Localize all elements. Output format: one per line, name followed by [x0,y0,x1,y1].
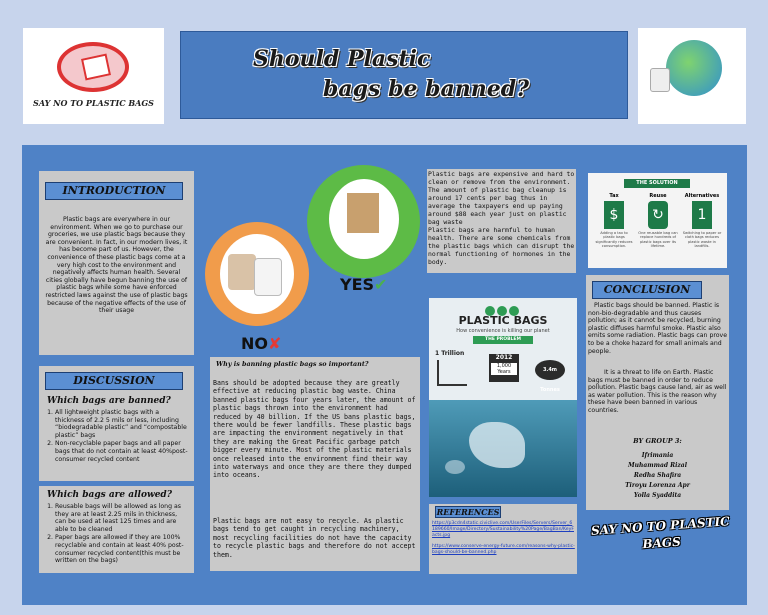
banned-item: 2. Non-recyclable paper bags and all paper bags that do not contain at least 40%post-consumer recycled content [55,440,189,463]
plastic-bag-icon [650,68,670,92]
why-ban-title: Why is banning plastic bags so important? [216,360,369,368]
dollar-icon: $ [604,201,624,229]
stat-trillion-bar [437,360,467,386]
paper-bag-icon [329,179,399,259]
conclusion-section [586,275,729,433]
reference-link[interactable]: https://p3cdn4static.civiclive.com/UserFiles/Servers/Server_6189660/Image/Directory/Sustainability%20Page/BagBan/KeyFacts.jpg [432,521,574,538]
banned-list [43,409,189,464]
group-member: Redha Shafira [633,472,682,479]
solution-col-alternatives [682,193,722,249]
cost-health-section [427,169,576,273]
solution-tax-label: Tax [609,193,619,199]
references-section [429,504,577,574]
conclusion-body-1: Plastic bags should be banned. Plastic is non-bio-degradable and thus causes pollution; as it cannot be recycled, burning plastic diffuses harmful smoke. Plastic also emits some radiation. Plastic bags can prove to be a choke hazard for small animals and people. [588,302,728,355]
solution-reuse-label: Reuse [649,193,667,199]
solution-banner: THE SOLUTION [624,179,690,188]
stat-tonnes: 3.4m Tonnes [535,360,565,380]
title-banner [180,31,628,119]
logo-caption: SAY NO TO PLASTIC BAGS [33,98,154,108]
check-icon: ✔ [374,275,388,294]
why-ban-section [210,357,420,571]
banned-item: 1. All lightweight plastic bags with a thickness of 2.2 5 mils or less, including “biodegradable plastic” and “compostable plastic” bags [55,409,189,439]
alternative-bag-icon: 1 [692,201,712,229]
no-plastic-logo [57,42,129,92]
references-heading: REFERENCES [436,507,500,517]
cross-icon: ✘ [268,334,282,353]
stat-trillion: 1 Trillion [435,350,465,357]
earth-image-box [638,28,746,124]
solution-infographic [588,173,727,268]
introduction-heading: INTRODUCTION [45,182,183,200]
yes-paper-bag-image [307,165,420,278]
bag-icon [81,54,111,81]
discussion-heading: DISCUSSION [45,372,183,390]
allowed-title: Which bags are allowed? [47,490,172,500]
solution-tax-text: Adding a tax to plastic bags significantly reduces consumption. [595,231,633,249]
conclusion-body-2: It is a threat to life on Earth. Plastic bags must be banned in order to reduce pollution. Plastic bags cause land, air as well as water pollution. This is the reason why these have been banned in various countries. [588,369,727,414]
solution-reuse-text: One reusable bag can replace hundreds of plastic bags over its lifetime. [638,231,678,249]
introduction-section [39,171,194,355]
solution-col-tax [594,193,634,249]
group-member: Muhammad Rizal [628,462,687,469]
stat-year: 2012 [495,354,513,361]
conclusion-heading: CONCLUSION [592,281,702,299]
group-member: Ifrimania [641,452,674,459]
stat-years: 1,000 Years [491,363,517,375]
ocean-plastic-photo [429,400,577,497]
group-members [586,451,729,501]
slogan: SAY NO TO PLASTIC BAGS [590,514,731,552]
banned-title: Which bags are banned? [47,396,171,406]
infographic-subtitle: How convenience is killing our planet [456,328,550,334]
title-line-2: bags be banned? [323,76,530,102]
allowed-section [39,486,194,573]
allowed-list [43,503,189,566]
recycle-icons [485,301,521,311]
logo-box [23,28,164,124]
group-section [586,433,729,510]
solution-alternatives-text: Switching to paper or cloth bags reduces plastic waste in landfills. [682,231,722,249]
reference-list [432,521,575,556]
infographic-title: PLASTIC BAGS [458,314,548,327]
title-line-1: Should Plastic [253,46,431,72]
why-ban-body: Bans should be adopted because they are greatly effective at reducing plastic bag waste. China banned plastic bags four years later, the amount of plastic bags thrown into the environment had reduced by 40 billion. If the US bans plastic bags, there would be fewer landfills. These plastic bags are impacting the environment negatively in that they are making the Great Pacific garbage patch bigger every minute. Most of the plastic materials once released into the environment find their way into waterways and once they are there they dumped into oceans. [213,379,416,480]
introduction-body: Plastic bags are everywhere in our environment. When we go to purchase our groceries, we use plastic bags because they are convenient. In fact, in our modern lives, it has become part of us. However, the convenience of these plastic bags come at a very high cost to the environment and negatively affects human health. Several cities globally have begun banning the use of plastic bags while some have enforced restricted laws against the use of plastic bags because of the negative effects of the use of their usage [45,216,188,315]
earth-icon [666,40,722,96]
no-label [241,334,281,353]
no-text: NO [241,334,268,353]
group-member: Yolla Syaddita [633,492,682,499]
no-plastic-bag-image [205,222,309,326]
reference-link[interactable]: https://www.conserve-energy-future.com/reasons-why-plastic-bags-should-be-banned.php [432,544,575,556]
plastic-bags-infographic [429,298,577,497]
solution-alternatives-label: Alternatives [684,193,720,199]
group-member: Tiroyu Lorenza Apr [625,482,690,489]
yes-label [340,275,387,294]
yes-text: YES [340,275,375,294]
cost-health-body: Plastic bags are expensive and hard to clean or remove from the environment. The amount of plastic bag cleanup is around 17 cents per bag thus in average the taxpayers end up paying around $88 each year just on plastic bag waste Plastic bags are harmful to human health. There are some chemicals from the plastic bags which can disrupt the normal functioning of hormones in the body. [428,170,575,266]
plastic-bag-cutout [220,234,294,314]
group-heading: BY GROUP 3: [633,437,682,445]
stat-year-box [489,354,519,382]
discussion-section [39,366,194,481]
allowed-item: 1. Reusable bags will be allowed as long as they are at least 2.25 mils in thickness, can be used at least 125 times and are able to be cleaned [55,503,189,533]
problem-banner: THE PROBLEM [473,336,533,344]
allowed-item: 2. Paper bags are allowed if they are 100% recyclable and contain at least 40% post-consumer recycled content(this must be written on the bags) [55,534,189,564]
reuse-bag-icon: ↻ [648,201,668,229]
why-ban-body-2: Plastic bags are not easy to recycle. As plastic bags tend to get caught in recycling machinery, most recycling facilities do not have the capacity to recycle plastic bags and therefore do not accept them. [213,517,416,559]
solution-col-reuse [638,193,678,249]
